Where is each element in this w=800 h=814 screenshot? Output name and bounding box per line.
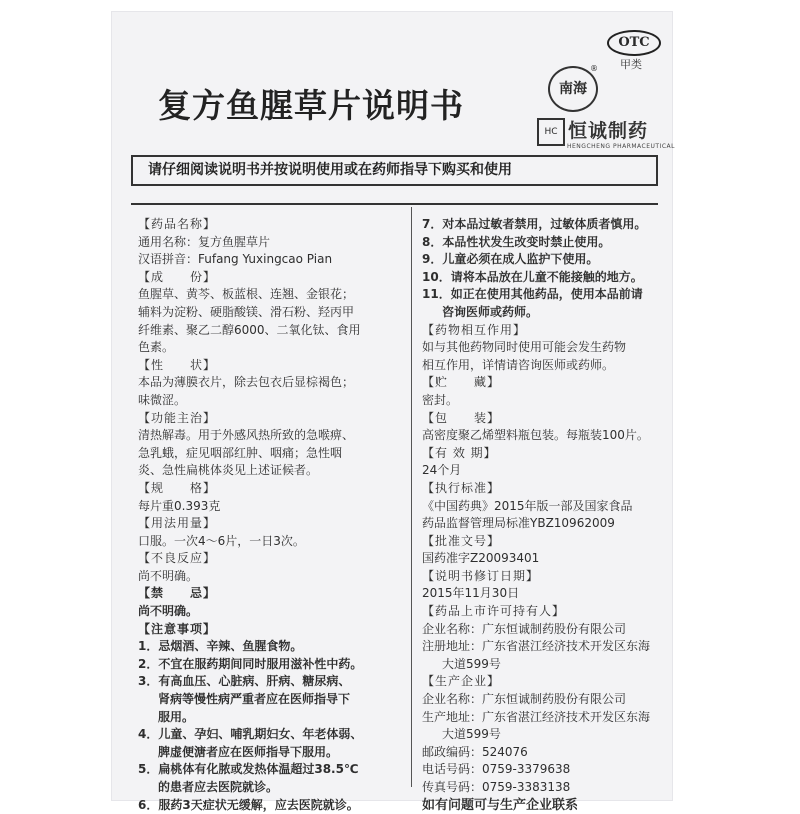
precaution-item: 3．有高血压、心脏病、肝病、糖尿病、 bbox=[138, 674, 351, 689]
registered-mark: ® bbox=[590, 64, 598, 73]
composition-line: 鱼腥草、黄芩、板蓝根、连翘、金银花； bbox=[138, 287, 355, 302]
indications-line: 炎、急性扁桃体炎见上述证候者。 bbox=[138, 463, 319, 478]
composition-line: 辅料为淀粉、硬脂酸镁、滑石粉、羟丙甲 bbox=[138, 304, 355, 319]
contraindications-line: 尚不明确。 bbox=[138, 604, 199, 619]
interactions-line: 相互作用，详情请咨询医师或药师。 bbox=[422, 357, 615, 372]
precaution-item: 6．服药3天症状无缓解，应去医院就诊。 bbox=[138, 797, 359, 812]
section-heading-manufacturer: 【生产企业】 bbox=[422, 674, 501, 689]
dosage-line: 口服。一次4～6片，一日3次。 bbox=[138, 533, 305, 548]
brand-mark-icon: HC bbox=[537, 118, 565, 146]
brand-name: 恒诚制药 bbox=[568, 120, 649, 142]
package-line: 高密度聚乙烯塑料瓶包装。每瓶装100片。 bbox=[422, 428, 649, 443]
right-column bbox=[422, 216, 658, 814]
section-heading-package: 【包 装】 bbox=[422, 410, 501, 425]
section-heading-dosage: 【用法用量】 bbox=[138, 516, 217, 531]
interactions-line: 如与其他药物同时使用可能会发生药物 bbox=[422, 340, 627, 355]
otc-badge: OTC bbox=[607, 30, 661, 56]
manufacturer-line: 电话号码：0759-3379638 bbox=[422, 762, 571, 777]
composition-line: 纤维素、聚乙二醇6000、二氧化钛、食用 bbox=[138, 322, 361, 337]
revision-line: 2015年11月30日 bbox=[422, 586, 520, 601]
left-column bbox=[138, 216, 404, 814]
precaution-item: 10．请将本品放在儿童不能接触的地方。 bbox=[422, 269, 643, 284]
validity-line: 24个月 bbox=[422, 463, 462, 478]
manufacturer-line: 生产地址：广东省湛江经济技术开发区东海 bbox=[422, 709, 651, 724]
section-heading-indications: 【功能主治】 bbox=[138, 410, 217, 425]
section-heading-description: 【性 状】 bbox=[138, 357, 217, 372]
manufacturer-line: 大道599号 bbox=[442, 727, 501, 742]
precaution-item: 2．不宜在服药期间同时服用滋补性中药。 bbox=[138, 656, 363, 671]
indications-line: 清热解毒。用于外感风热所致的急喉痹、 bbox=[138, 428, 355, 443]
section-heading-holder: 【药品上市许可持有人】 bbox=[422, 604, 566, 619]
usage-warning-banner: 请仔细阅读说明书并按说明使用或在药师指导下购买和使用 bbox=[131, 155, 658, 186]
manufacturer-line: 传真号码：0759-3383138 bbox=[422, 780, 571, 794]
precaution-item: 5．扁桃体有化脓或发热体温超过38.5℃ bbox=[138, 762, 359, 777]
adverse-line: 尚不明确。 bbox=[138, 568, 199, 583]
section-heading-validity: 【有 效 期】 bbox=[422, 445, 497, 460]
section-heading-storage: 【贮 藏】 bbox=[422, 375, 501, 390]
indications-line: 急乳蛾，症见咽部红肿、咽痛；急性咽 bbox=[138, 445, 343, 460]
standard-line: 药品监督管理局标准YBZ10962009 bbox=[422, 516, 615, 531]
section-heading-name: 【药品名称】 bbox=[138, 217, 217, 231]
description-line: 味微涩。 bbox=[138, 392, 187, 407]
precaution-item-cont: 肾病等慢性病严重者应在医师指导下 bbox=[158, 692, 351, 707]
composition-line: 色素。 bbox=[138, 340, 175, 355]
section-heading-revision: 【说明书修订日期】 bbox=[422, 568, 540, 583]
precaution-item: 8．本品性状发生改变时禁止使用。 bbox=[422, 234, 611, 249]
generic-name: 通用名称：复方鱼腥草片 bbox=[138, 234, 271, 249]
section-heading-specification: 【规 格】 bbox=[138, 480, 217, 495]
precaution-item: 4．儿童、孕妇、哺乳期妇女、年老体弱、 bbox=[138, 727, 363, 742]
section-heading-adverse: 【不良反应】 bbox=[138, 551, 217, 566]
manufacturer-line: 邮政编码：524076 bbox=[422, 744, 528, 759]
section-heading-interactions: 【药物相互作用】 bbox=[422, 322, 527, 337]
storage-line: 密封。 bbox=[422, 392, 459, 407]
standard-line: 《中国药典》2015年版一部及国家食品 bbox=[422, 498, 633, 513]
pinyin-name: 汉语拼音：Fufang Yuxingcao Pian bbox=[138, 252, 333, 267]
manufacturer-line: 企业名称：广东恒诚制药股份有限公司 bbox=[422, 692, 627, 707]
description-line: 本品为薄膜衣片，除去包衣后显棕褐色； bbox=[138, 375, 355, 390]
section-heading-precautions: 【注意事项】 bbox=[138, 621, 217, 636]
contact-note: 如有问题可与生产企业联系 bbox=[422, 797, 579, 813]
precaution-item: 7．对本品过敏者禁用，过敏体质者慎用。 bbox=[422, 217, 647, 231]
page-title: 复方鱼腥草片说明书 bbox=[158, 86, 464, 125]
precaution-item: 9．儿童必须在成人监护下使用。 bbox=[422, 252, 599, 267]
precaution-item-cont: 咨询医师或药师。 bbox=[442, 304, 539, 319]
brand-logo: 南海 bbox=[548, 66, 598, 112]
section-heading-composition: 【成 份】 bbox=[138, 269, 217, 284]
section-rule bbox=[131, 203, 658, 205]
holder-line: 企业名称：广东恒诚制药股份有限公司 bbox=[422, 621, 627, 636]
holder-line: 注册地址：广东省湛江经济技术开发区东海 bbox=[422, 639, 651, 654]
precaution-item-cont: 的患者应去医院就诊。 bbox=[158, 780, 279, 794]
column-divider bbox=[411, 207, 412, 787]
precaution-item-cont: 脾虚便溏者应在医师指导下服用。 bbox=[158, 744, 339, 759]
approval-line: 国药准字Z20093401 bbox=[422, 551, 540, 566]
otc-class-label: 甲类 bbox=[620, 58, 642, 71]
specification-line: 每片重0.393克 bbox=[138, 498, 221, 513]
section-heading-contraindications: 【禁 忌】 bbox=[138, 586, 217, 601]
precaution-item: 11．如正在使用其他药品，使用本品前请 bbox=[422, 287, 643, 302]
precaution-item-cont: 服用。 bbox=[158, 709, 195, 724]
section-heading-approval: 【批准文号】 bbox=[422, 533, 501, 548]
brand-name-english: HENGCHENG PHARMACEUTICAL bbox=[567, 143, 675, 150]
section-heading-standard: 【执行标准】 bbox=[422, 480, 501, 495]
precaution-item: 1．忌烟酒、辛辣、鱼腥食物。 bbox=[138, 639, 303, 654]
holder-line: 大道599号 bbox=[442, 656, 501, 671]
